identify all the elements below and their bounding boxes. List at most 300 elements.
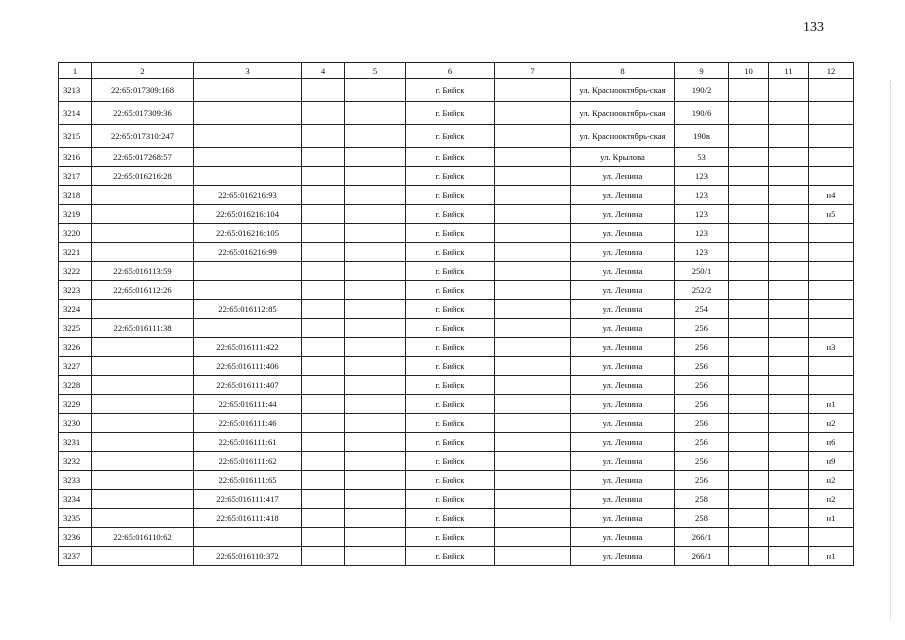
apartment-cell: н4 xyxy=(809,186,854,205)
cadastral-number-cell xyxy=(92,471,194,490)
row-number-cell: 3237 xyxy=(59,547,92,566)
premises-cadastral-cell xyxy=(194,125,302,148)
empty-cell xyxy=(345,262,406,281)
row-number-cell: 3235 xyxy=(59,509,92,528)
cadastral-number-cell: 22:65:016111:38 xyxy=(92,319,194,338)
empty-cell xyxy=(302,376,345,395)
premises-cadastral-cell xyxy=(194,148,302,167)
row-number-cell: 3224 xyxy=(59,300,92,319)
row-number-cell: 3221 xyxy=(59,243,92,262)
premises-cadastral-cell: 22:65:016111:65 xyxy=(194,471,302,490)
empty-cell xyxy=(495,262,571,281)
cadastral-number-cell: 22:65:016113:59 xyxy=(92,262,194,281)
empty-cell xyxy=(769,300,809,319)
apartment-cell xyxy=(809,300,854,319)
house-number-cell: 123 xyxy=(675,243,729,262)
empty-cell xyxy=(302,490,345,509)
empty-cell xyxy=(495,376,571,395)
empty-cell xyxy=(729,79,769,102)
house-number-cell: 123 xyxy=(675,167,729,186)
empty-cell xyxy=(729,490,769,509)
street-cell: ул. Краснооктябрь-ская xyxy=(571,79,675,102)
apartment-cell: н2 xyxy=(809,490,854,509)
empty-cell xyxy=(302,186,345,205)
cadastral-number-cell xyxy=(92,490,194,509)
column-header: 11 xyxy=(769,63,809,79)
empty-cell xyxy=(495,338,571,357)
premises-cadastral-cell: 22:65:016216:99 xyxy=(194,243,302,262)
house-number-cell: 266/1 xyxy=(675,528,729,547)
empty-cell xyxy=(495,243,571,262)
empty-cell xyxy=(345,376,406,395)
row-number-cell: 3225 xyxy=(59,319,92,338)
empty-cell xyxy=(769,125,809,148)
empty-cell xyxy=(495,528,571,547)
empty-cell xyxy=(302,452,345,471)
empty-cell xyxy=(729,452,769,471)
empty-cell xyxy=(729,357,769,376)
empty-cell xyxy=(495,414,571,433)
apartment-cell xyxy=(809,376,854,395)
empty-cell xyxy=(769,357,809,376)
column-header: 4 xyxy=(302,63,345,79)
apartment-cell: н1 xyxy=(809,395,854,414)
premises-cadastral-cell: 22:65:016111:422 xyxy=(194,338,302,357)
cadastral-number-cell: 22:65:017268:57 xyxy=(92,148,194,167)
column-header: 9 xyxy=(675,63,729,79)
empty-cell xyxy=(729,528,769,547)
empty-cell xyxy=(769,509,809,528)
empty-cell xyxy=(302,414,345,433)
city-cell: г. Бийск xyxy=(406,148,495,167)
premises-cadastral-cell: 22:65:016216:104 xyxy=(194,205,302,224)
row-number-cell: 3232 xyxy=(59,452,92,471)
empty-cell xyxy=(769,471,809,490)
row-number-cell: 3231 xyxy=(59,433,92,452)
column-header: 6 xyxy=(406,63,495,79)
street-cell: ул. Ленина xyxy=(571,338,675,357)
cadastral-number-cell xyxy=(92,376,194,395)
empty-cell xyxy=(302,509,345,528)
city-cell: г. Бийск xyxy=(406,102,495,125)
header-row xyxy=(59,63,854,79)
apartment-cell xyxy=(809,148,854,167)
empty-cell xyxy=(729,509,769,528)
empty-cell xyxy=(495,433,571,452)
city-cell: г. Бийск xyxy=(406,547,495,566)
table-row xyxy=(59,471,854,490)
city-cell: г. Бийск xyxy=(406,490,495,509)
empty-cell xyxy=(302,79,345,102)
city-cell: г. Бийск xyxy=(406,125,495,148)
apartment-cell xyxy=(809,79,854,102)
empty-cell xyxy=(769,433,809,452)
premises-cadastral-cell xyxy=(194,528,302,547)
empty-cell xyxy=(769,205,809,224)
premises-cadastral-cell: 22:65:016111:407 xyxy=(194,376,302,395)
premises-cadastral-cell: 22:65:016216:93 xyxy=(194,186,302,205)
house-number-cell: 256 xyxy=(675,357,729,376)
empty-cell xyxy=(769,79,809,102)
table-row xyxy=(59,79,854,102)
street-cell: ул. Ленина xyxy=(571,300,675,319)
empty-cell xyxy=(729,125,769,148)
apartment-cell: н1 xyxy=(809,509,854,528)
empty-cell xyxy=(495,395,571,414)
premises-cadastral-cell xyxy=(194,319,302,338)
city-cell: г. Бийск xyxy=(406,300,495,319)
empty-cell xyxy=(302,205,345,224)
empty-cell xyxy=(495,281,571,300)
empty-cell xyxy=(769,528,809,547)
table-row xyxy=(59,357,854,376)
row-number-cell: 3215 xyxy=(59,125,92,148)
city-cell: г. Бийск xyxy=(406,186,495,205)
empty-cell xyxy=(345,148,406,167)
empty-cell xyxy=(302,262,345,281)
empty-cell xyxy=(729,167,769,186)
apartment-cell: н6 xyxy=(809,433,854,452)
empty-cell xyxy=(345,414,406,433)
premises-cadastral-cell xyxy=(194,281,302,300)
apartment-cell xyxy=(809,243,854,262)
cadastral-number-cell: 22:65:017310:247 xyxy=(92,125,194,148)
empty-cell xyxy=(729,186,769,205)
city-cell: г. Бийск xyxy=(406,262,495,281)
city-cell: г. Бийск xyxy=(406,509,495,528)
table-row xyxy=(59,319,854,338)
empty-cell xyxy=(769,186,809,205)
empty-cell xyxy=(729,395,769,414)
empty-cell xyxy=(302,224,345,243)
empty-cell xyxy=(769,102,809,125)
empty-cell xyxy=(729,547,769,566)
empty-cell xyxy=(345,224,406,243)
empty-cell xyxy=(769,319,809,338)
house-number-cell: 256 xyxy=(675,452,729,471)
cadastral-number-cell xyxy=(92,452,194,471)
empty-cell xyxy=(345,281,406,300)
table-row xyxy=(59,262,854,281)
house-number-cell: 123 xyxy=(675,186,729,205)
row-number-cell: 3228 xyxy=(59,376,92,395)
city-cell: г. Бийск xyxy=(406,376,495,395)
table-row xyxy=(59,452,854,471)
empty-cell xyxy=(302,167,345,186)
cadastral-number-cell: 22:65:017309:36 xyxy=(92,102,194,125)
empty-cell xyxy=(345,300,406,319)
city-cell: г. Бийск xyxy=(406,167,495,186)
row-number-cell: 3234 xyxy=(59,490,92,509)
empty-cell xyxy=(729,262,769,281)
cadastral-number-cell xyxy=(92,186,194,205)
empty-cell xyxy=(345,125,406,148)
apartment-cell: н2 xyxy=(809,414,854,433)
empty-cell xyxy=(769,167,809,186)
table-row xyxy=(59,186,854,205)
row-number-cell: 3233 xyxy=(59,471,92,490)
empty-cell xyxy=(769,395,809,414)
city-cell: г. Бийск xyxy=(406,205,495,224)
empty-cell xyxy=(495,102,571,125)
city-cell: г. Бийск xyxy=(406,433,495,452)
city-cell: г. Бийск xyxy=(406,471,495,490)
empty-cell xyxy=(769,262,809,281)
column-header: 1 xyxy=(59,63,92,79)
cadastral-number-cell xyxy=(92,414,194,433)
empty-cell xyxy=(729,471,769,490)
empty-cell xyxy=(345,490,406,509)
street-cell: ул. Ленина xyxy=(571,205,675,224)
street-cell: ул. Ленина xyxy=(571,376,675,395)
empty-cell xyxy=(769,414,809,433)
premises-cadastral-cell: 22:65:016111:61 xyxy=(194,433,302,452)
empty-cell xyxy=(769,490,809,509)
empty-cell xyxy=(345,243,406,262)
street-cell: ул. Ленина xyxy=(571,547,675,566)
empty-cell xyxy=(495,224,571,243)
column-header: 2 xyxy=(92,63,194,79)
house-number-cell: 53 xyxy=(675,148,729,167)
empty-cell xyxy=(345,547,406,566)
empty-cell xyxy=(302,319,345,338)
empty-cell xyxy=(495,509,571,528)
row-number-cell: 3216 xyxy=(59,148,92,167)
premises-cadastral-cell: 22:65:016111:62 xyxy=(194,452,302,471)
row-number-cell: 3230 xyxy=(59,414,92,433)
table-row xyxy=(59,167,854,186)
apartment-cell xyxy=(809,224,854,243)
street-cell: ул. Ленина xyxy=(571,452,675,471)
empty-cell xyxy=(345,186,406,205)
column-header: 10 xyxy=(729,63,769,79)
empty-cell xyxy=(729,243,769,262)
street-cell: ул. Ленина xyxy=(571,509,675,528)
premises-cadastral-cell xyxy=(194,167,302,186)
house-number-cell: 256 xyxy=(675,376,729,395)
empty-cell xyxy=(729,414,769,433)
cadastral-number-cell: 22:65:016216:28 xyxy=(92,167,194,186)
street-cell: ул. Ленина xyxy=(571,490,675,509)
cadastral-number-cell xyxy=(92,224,194,243)
cadastral-number-cell xyxy=(92,509,194,528)
premises-cadastral-cell: 22:65:016111:406 xyxy=(194,357,302,376)
table-row xyxy=(59,395,854,414)
cadastral-number-cell xyxy=(92,547,194,566)
house-number-cell: 123 xyxy=(675,224,729,243)
house-number-cell: 250/1 xyxy=(675,262,729,281)
table-row xyxy=(59,376,854,395)
city-cell: г. Бийск xyxy=(406,224,495,243)
premises-cadastral-cell: 22:65:016216:105 xyxy=(194,224,302,243)
empty-cell xyxy=(769,376,809,395)
empty-cell xyxy=(495,452,571,471)
empty-cell xyxy=(495,319,571,338)
column-header: 3 xyxy=(194,63,302,79)
cadastral-number-cell: 22:65:016110:62 xyxy=(92,528,194,547)
empty-cell xyxy=(495,79,571,102)
apartment-cell xyxy=(809,102,854,125)
table-row xyxy=(59,125,854,148)
city-cell: г. Бийск xyxy=(406,395,495,414)
premises-cadastral-cell: 22:65:016111:418 xyxy=(194,509,302,528)
empty-cell xyxy=(302,125,345,148)
table-row xyxy=(59,547,854,566)
apartment-cell: н5 xyxy=(809,205,854,224)
empty-cell xyxy=(729,205,769,224)
house-number-cell: 258 xyxy=(675,509,729,528)
cadastral-number-cell xyxy=(92,300,194,319)
empty-cell xyxy=(302,528,345,547)
table-row xyxy=(59,224,854,243)
city-cell: г. Бийск xyxy=(406,338,495,357)
column-header: 7 xyxy=(495,63,571,79)
street-cell: ул. Ленина xyxy=(571,262,675,281)
premises-cadastral-cell xyxy=(194,79,302,102)
house-number-cell: 256 xyxy=(675,414,729,433)
house-number-cell: 123 xyxy=(675,205,729,224)
empty-cell xyxy=(495,357,571,376)
empty-cell xyxy=(345,357,406,376)
empty-cell xyxy=(345,205,406,224)
table-row xyxy=(59,300,854,319)
empty-cell xyxy=(345,395,406,414)
empty-cell xyxy=(345,433,406,452)
apartment-cell xyxy=(809,125,854,148)
house-number-cell: 256 xyxy=(675,338,729,357)
row-number-cell: 3227 xyxy=(59,357,92,376)
empty-cell xyxy=(769,224,809,243)
empty-cell xyxy=(302,243,345,262)
apartment-cell: н3 xyxy=(809,338,854,357)
cadastral-number-cell: 22:65:016112:26 xyxy=(92,281,194,300)
empty-cell xyxy=(302,338,345,357)
empty-cell xyxy=(729,281,769,300)
empty-cell xyxy=(345,319,406,338)
cadastral-number-cell xyxy=(92,205,194,224)
empty-cell xyxy=(495,300,571,319)
cadastral-number-cell xyxy=(92,395,194,414)
empty-cell xyxy=(729,102,769,125)
cadastral-number-cell xyxy=(92,357,194,376)
house-number-cell: 256 xyxy=(675,471,729,490)
empty-cell xyxy=(769,338,809,357)
empty-cell xyxy=(495,186,571,205)
apartment-cell: н9 xyxy=(809,452,854,471)
street-cell: ул. Ленина xyxy=(571,224,675,243)
street-cell: ул. Ленина xyxy=(571,433,675,452)
premises-cadastral-cell: 22:65:016111:46 xyxy=(194,414,302,433)
empty-cell xyxy=(302,547,345,566)
premises-cadastral-cell: 22:65:016111:417 xyxy=(194,490,302,509)
empty-cell xyxy=(495,167,571,186)
registry-table xyxy=(58,62,854,566)
empty-cell xyxy=(729,300,769,319)
empty-cell xyxy=(769,452,809,471)
city-cell: г. Бийск xyxy=(406,281,495,300)
street-cell: ул. Краснооктябрь-ская xyxy=(571,102,675,125)
premises-cadastral-cell: 22:65:016111:44 xyxy=(194,395,302,414)
table-body xyxy=(59,79,854,566)
empty-cell xyxy=(302,395,345,414)
empty-cell xyxy=(302,300,345,319)
empty-cell xyxy=(345,79,406,102)
table-row xyxy=(59,338,854,357)
street-cell: ул. Ленина xyxy=(571,414,675,433)
row-number-cell: 3222 xyxy=(59,262,92,281)
empty-cell xyxy=(769,547,809,566)
empty-cell xyxy=(729,148,769,167)
row-number-cell: 3218 xyxy=(59,186,92,205)
table-row xyxy=(59,243,854,262)
column-header: 12 xyxy=(809,63,854,79)
table-row xyxy=(59,509,854,528)
street-cell: ул. Крылова xyxy=(571,148,675,167)
column-header: 8 xyxy=(571,63,675,79)
empty-cell xyxy=(302,357,345,376)
apartment-cell xyxy=(809,319,854,338)
empty-cell xyxy=(729,433,769,452)
street-cell: ул. Ленина xyxy=(571,186,675,205)
street-cell: ул. Ленина xyxy=(571,357,675,376)
street-cell: ул. Ленина xyxy=(571,243,675,262)
premises-cadastral-cell xyxy=(194,262,302,281)
row-number-cell: 3219 xyxy=(59,205,92,224)
house-number-cell: 190в xyxy=(675,125,729,148)
apartment-cell xyxy=(809,262,854,281)
page-number: 133 xyxy=(803,20,824,35)
house-number-cell: 258 xyxy=(675,490,729,509)
cadastral-number-cell xyxy=(92,338,194,357)
table-row xyxy=(59,281,854,300)
empty-cell xyxy=(729,224,769,243)
table-row xyxy=(59,414,854,433)
city-cell: г. Бийск xyxy=(406,414,495,433)
house-number-cell: 256 xyxy=(675,395,729,414)
house-number-cell: 190/2 xyxy=(675,79,729,102)
row-number-cell: 3217 xyxy=(59,167,92,186)
empty-cell xyxy=(345,528,406,547)
cadastral-number-cell xyxy=(92,433,194,452)
apartment-cell xyxy=(809,167,854,186)
premises-cadastral-cell xyxy=(194,102,302,125)
house-number-cell: 252/2 xyxy=(675,281,729,300)
empty-cell xyxy=(302,148,345,167)
column-header: 5 xyxy=(345,63,406,79)
row-number-cell: 3226 xyxy=(59,338,92,357)
row-number-cell: 3214 xyxy=(59,102,92,125)
street-cell: ул. Ленина xyxy=(571,281,675,300)
premises-cadastral-cell: 22:65:016110:372 xyxy=(194,547,302,566)
empty-cell xyxy=(769,243,809,262)
empty-cell xyxy=(729,376,769,395)
street-cell: ул. Ленина xyxy=(571,471,675,490)
empty-cell xyxy=(345,509,406,528)
house-number-cell: 266/1 xyxy=(675,547,729,566)
street-cell: ул. Краснооктябрь-ская xyxy=(571,125,675,148)
premises-cadastral-cell: 22:65:016112:85 xyxy=(194,300,302,319)
empty-cell xyxy=(769,281,809,300)
scan-edge-marks xyxy=(890,80,892,620)
house-number-cell: 190/6 xyxy=(675,102,729,125)
city-cell: г. Бийск xyxy=(406,319,495,338)
empty-cell xyxy=(729,319,769,338)
row-number-cell: 3220 xyxy=(59,224,92,243)
row-number-cell: 3223 xyxy=(59,281,92,300)
cadastral-number-cell xyxy=(92,243,194,262)
empty-cell xyxy=(495,490,571,509)
empty-cell xyxy=(302,433,345,452)
